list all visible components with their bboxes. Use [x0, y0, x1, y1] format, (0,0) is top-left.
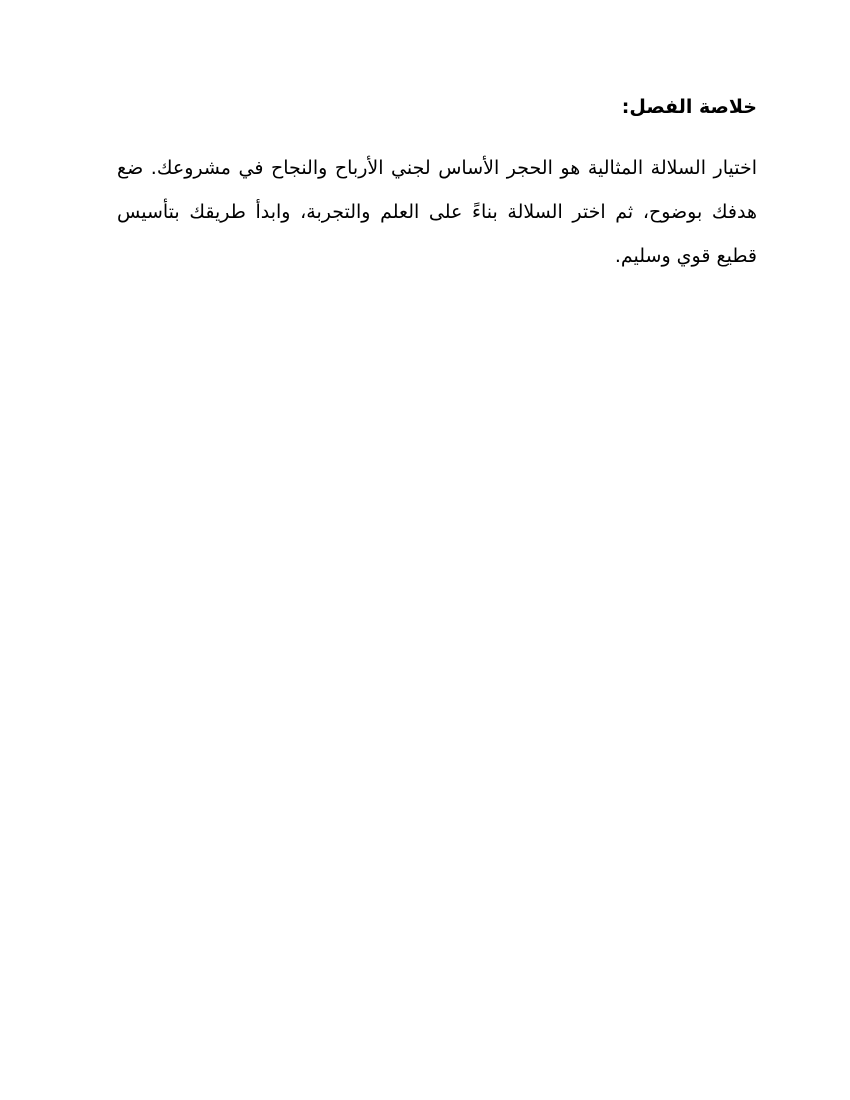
chapter-summary-paragraph: اختيار السلالة المثالية هو الحجر الأساس لجني الأرباح والنجاح في مشروعك. ضع هدفك بوضوح، ثم اختر السلالة بناءً على العلم والتجربة، وابدأ طريقك بتأسيس قطيع قوي وسليم. — [117, 157, 757, 267]
page-content — [117, 88, 757, 278]
section-heading: خلاصة الفصل: — [621, 96, 757, 118]
